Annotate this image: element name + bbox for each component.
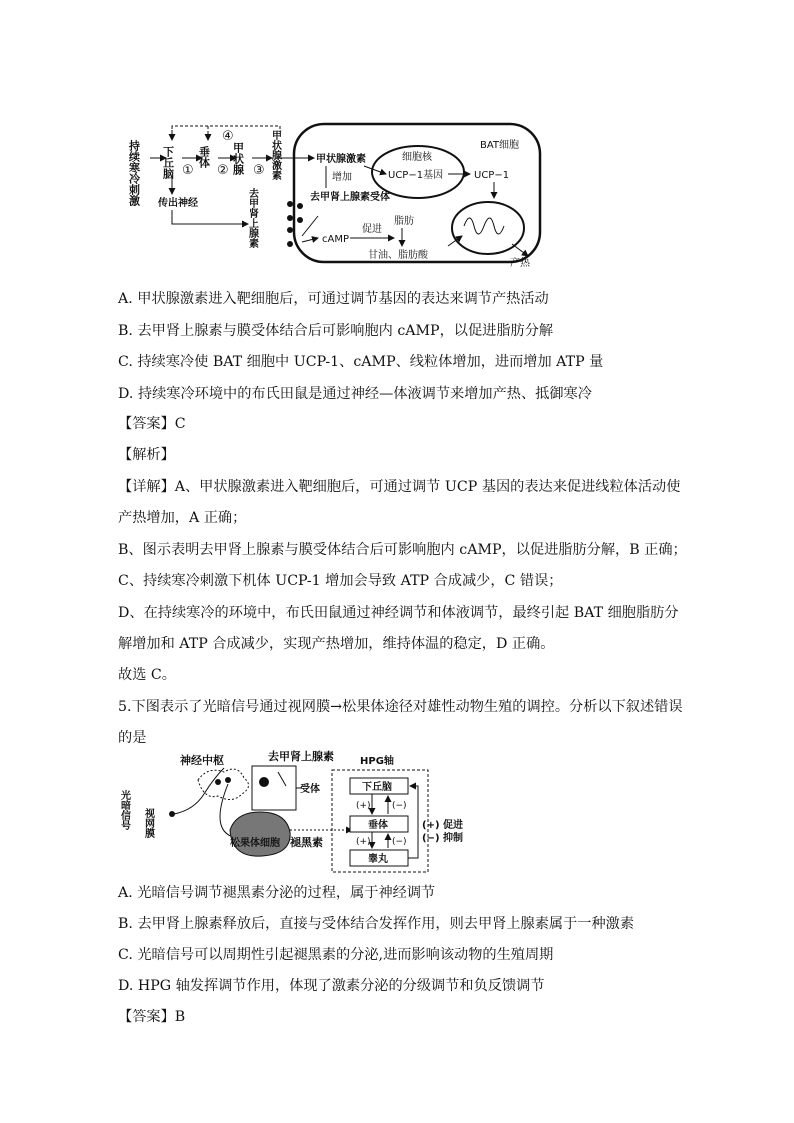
glycerol-fa-label: 甘油、脂肪酸 xyxy=(368,250,428,261)
q5-option-b: B. 去甲肾上腺素释放后，直接与受体结合发挥作用，则去甲肾上腺素属于一种激素 xyxy=(118,916,635,932)
thyroxine-label: 甲状腺激素 xyxy=(316,154,366,165)
q4-option-a: A. 甲状腺激素进入靶细胞后，可通过调节基因的表达来调节产热活动 xyxy=(118,291,549,307)
q4-analysis-label: 【解析】 xyxy=(118,447,175,463)
stimulus-label: 持续寒冷刺激 xyxy=(127,140,141,206)
q5-stem-line-2: 的是 xyxy=(118,730,147,746)
heat-label: 产热 xyxy=(510,258,530,269)
retina-label: 视网膜 xyxy=(142,808,154,838)
plus-1: (+) xyxy=(356,801,371,811)
hpg-testis: 睾丸 xyxy=(368,854,388,865)
q4-detail-2: 产热增加，A 正确； xyxy=(118,510,247,526)
receptor-label: 受体 xyxy=(300,784,320,795)
receptor-label xyxy=(310,190,390,203)
q5-answer: 【答案】B xyxy=(118,1009,186,1025)
mitochondrion xyxy=(452,202,524,254)
minus-2: (−) xyxy=(392,837,407,847)
promote-label: 促进 xyxy=(362,224,382,235)
nerve-center-label: 神经中枢 xyxy=(180,754,224,767)
hypothalamus-label: 下丘脑 xyxy=(161,146,175,179)
q4-detail-6: 解增加和 ATP 合成减少，实现产热增加，维持体温的稳定，D 正确。 xyxy=(118,636,555,652)
figure-bat-regulation xyxy=(127,118,550,269)
q4-answer: 【答案】C xyxy=(118,416,186,432)
ucp1-gene-label: UCP−1基因 xyxy=(388,170,444,181)
q4-detail-3: B、图示表明去甲肾上腺素与膜受体结合后可影响胞内 cAMP，以促进脂肪分解，B 正确； xyxy=(118,542,687,558)
efferent-nerve-label: 传出神经 xyxy=(158,198,198,209)
bat-cell-label: BAT细胞 xyxy=(480,140,520,151)
q4-option-c: C. 持续寒冷使 BAT 细胞中 UCP-1、cAMP、线粒体增加，进而增加 ATP 量 xyxy=(118,354,604,370)
q4-option-b: B. 去甲肾上腺素与膜受体结合后可影响胞内 cAMP，以促进脂肪分解 xyxy=(118,323,554,339)
q4-detail-4: C、持续寒冷刺激下机体 UCP-1 增加会导致 ATP 合成减少，C 错误； xyxy=(118,573,563,589)
plus-2: (+) xyxy=(356,837,371,847)
q4-detail-1: 【详解】A、甲状腺激素进入靶细胞后，可通过调节 UCP 基因的表达来促进线粒体活动使 xyxy=(118,479,681,495)
legend-inhibit: (−) 抑制 xyxy=(422,833,464,844)
pituitary-label: 垂体 xyxy=(197,146,211,168)
norepinephrine-vertical-label: 去甲肾上腺素 xyxy=(246,188,258,248)
melatonin-label: 褪黑素 xyxy=(290,836,323,849)
q5-option-c: C. 光暗信号可以周期性引起褪黑素的分泌,进而影响该动物的生殖周期 xyxy=(118,947,554,963)
light-signal-label: 光暗信号 xyxy=(118,790,130,830)
q5-option-d: D. HPG 轴发挥调节作用，体现了激素分泌的分级调节和负反馈调节 xyxy=(118,978,545,994)
step-1-label: ① xyxy=(182,163,194,178)
fat-label: 脂肪 xyxy=(394,216,414,227)
q4-detail-5: D、在持续寒冷的环境中，布氏田鼠通过神经调节和体液调节，最终引起 BAT 细胞脂肪分 xyxy=(118,605,679,621)
hpg-pituitary: 垂体 xyxy=(368,820,388,831)
step-3-label: ③ xyxy=(253,163,265,178)
nucleus-label: 细胞核 xyxy=(402,152,432,163)
figure-pineal-regulation xyxy=(118,750,448,875)
ucp1-label: UCP−1 xyxy=(474,170,510,181)
thyroid-label: 甲状腺 xyxy=(231,142,245,175)
increase-label: 增加 xyxy=(332,172,352,183)
q5-stem-line-1: 5.下图表示了光暗信号通过视网膜→松果体途径对雄性动物生殖的调控。分析以下叙述错误 xyxy=(118,699,683,715)
receptor-label-text: 去甲肾上腺素受体 xyxy=(310,192,390,203)
norepinephrine-label: 去甲肾上腺素 xyxy=(268,750,334,763)
pineal-cell-label: 松果体细胞 xyxy=(230,838,280,849)
step-4-label: ④ xyxy=(222,129,234,144)
q4-option-d: D. 持续寒冷环境中的布氏田鼠是通过神经—体液调节来增加产热、抵御寒冷 xyxy=(118,386,592,402)
minus-1: (−) xyxy=(392,801,407,811)
q4-detail-7: 故选 C。 xyxy=(118,667,176,683)
camp-label: cAMP xyxy=(322,234,349,245)
hpg-hypothalamus: 下丘脑 xyxy=(362,782,392,793)
thyroxine-vertical-label: 甲状腺激素 xyxy=(269,130,281,180)
q5-option-a: A. 光暗信号调节褪黑素分泌的过程，属于神经调节 xyxy=(118,885,436,901)
pineal-cell xyxy=(230,812,290,856)
legend-promote: (+) 促进 xyxy=(422,820,464,831)
hpg-axis-label: HPG轴 xyxy=(360,756,394,767)
step-2-label: ② xyxy=(217,163,229,178)
